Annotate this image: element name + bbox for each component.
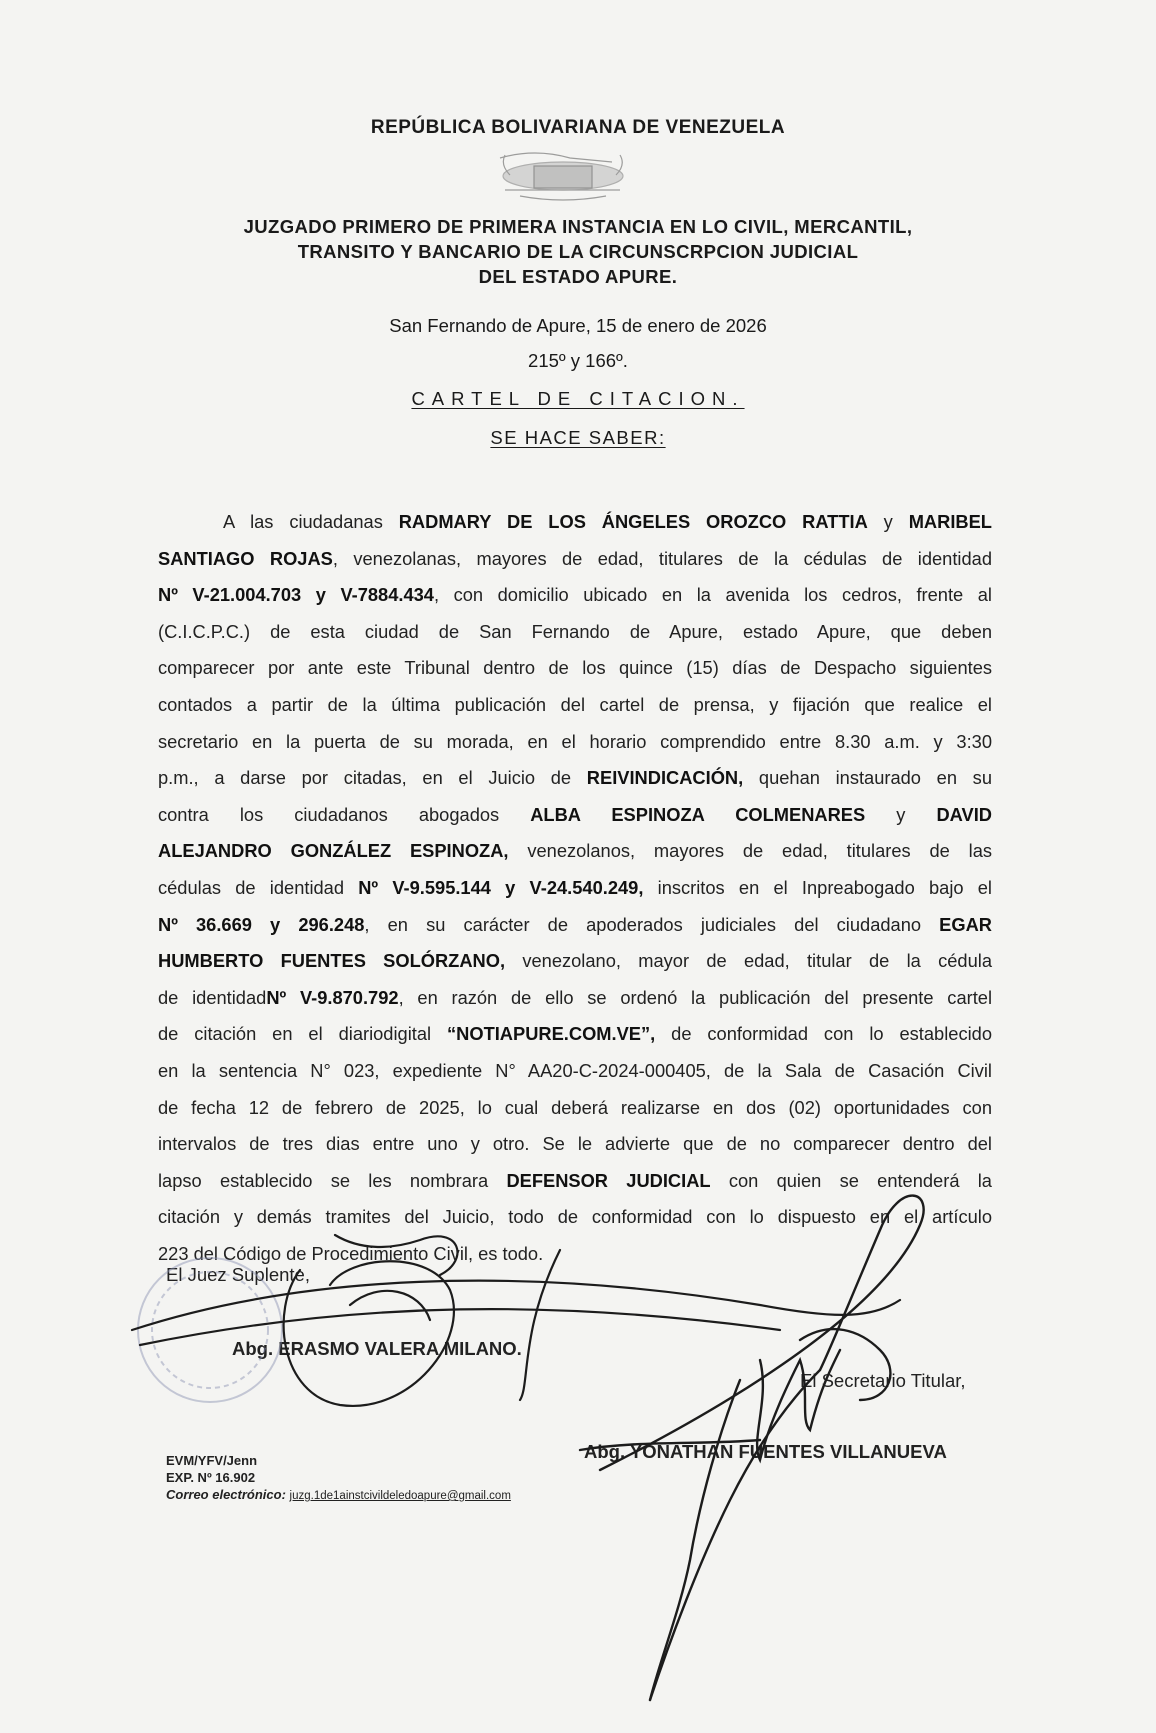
- case-type: REIVINDICACIÓN,: [586, 767, 744, 789]
- inpreabogado-numbers: Nº 36.669 y 296.248: [158, 913, 365, 935]
- body-line: ALEJANDRO GONZÁLEZ ESPINOZA, venezolanos, mayores de edad, titulares de las: [158, 840, 993, 862]
- body-line: (C.I.C.P.C.) de esta ciudad de San Fernando de Apure, estado Apure, que deben: [158, 620, 992, 642]
- body-line: de fecha 12 de febrero de 2025, lo cual deberá realizarse en dos (02) oportunidades con: [158, 1096, 992, 1118]
- newspaper-name: “NOTIAPURE.COM.VE”,: [447, 1023, 656, 1045]
- defendant-ids: Nº V-21.004.703 y V-7884.434: [158, 584, 434, 606]
- body-line: HUMBERTO FUENTES SOLÓRZANO, venezolano, mayor de edad, titular de la cédula: [158, 950, 992, 972]
- secretary-name: Abg. YONATHAN FUENTES VILLANUEVA: [584, 1441, 947, 1462]
- body-line: A las ciudadanas RADMARY DE LOS ÁNGELES OROZCO RATTIA y MARIBEL: [223, 511, 992, 532]
- plaintiff-id: Nº V-9.870.792: [266, 986, 399, 1008]
- document-title: CARTEL DE CITACION.: [411, 388, 745, 409]
- defendant-name-1: RADMARY DE LOS ÁNGELES OROZCO RATTIA: [398, 511, 868, 532]
- body-line: de citación en el diariodigital “NOTIAPURE.COM.VE”, de conformidad con lo establecido: [158, 1023, 992, 1045]
- body-line: SANTIAGO ROJAS, venezolanas, mayores de edad, titulares de la cédulas de identidad: [158, 547, 992, 569]
- attorney-name-2b: ALEJANDRO GONZÁLEZ ESPINOZA,: [158, 840, 509, 862]
- citation-body: [158, 504, 992, 1272]
- body-line: secretario en la puerta de su morada, en el horario comprendido entre 8.30 a.m. y 3:30: [158, 730, 992, 752]
- court-line-2: TRANSITO Y BANCARIO DE LA CIRCUNSCRPCION JUDICIAL: [297, 241, 859, 262]
- email-value: juzg.1de1ainstcivildeledoapure@gmail.com: [289, 1490, 511, 1502]
- document-subtitle: SE HACE SABER:: [490, 427, 666, 448]
- body-line: lapso establecido se les nombrara DEFENSOR JUDICIAL con quien se entenderá la: [158, 1169, 992, 1191]
- plaintiff-name-a: EGAR: [939, 913, 992, 935]
- body-line: de identidadNº V-9.870.792, en razón de ello se ordenó la publicación del presente cartel: [158, 986, 993, 1008]
- court-line-3: DEL ESTADO APURE.: [478, 266, 678, 287]
- expediente-number: EXP. Nº 16.902: [166, 1470, 256, 1485]
- defensor-judicial: DEFENSOR JUDICIAL: [506, 1169, 711, 1191]
- court-name: [0, 214, 1156, 289]
- body-line: intervalos de tres dias entre uno y otro. Se le advierte que de no comparecer dentro del: [158, 1133, 992, 1155]
- attorney-name-2a: DAVID: [936, 803, 992, 825]
- body-line: comparecer por ante este Tribunal dentro de los quince (15) días de Despacho siguientes: [158, 657, 992, 679]
- body-line: cédulas de identidad Nº V-9.595.144 y V-24.540.249, inscritos en el Inpreabogado bajo el: [158, 876, 992, 898]
- defendant-name-2b: SANTIAGO ROJAS: [158, 547, 333, 569]
- years-line: 215º y 166º.: [528, 350, 628, 371]
- body-line: en la sentencia N° 023, expediente N° AA20-C-2024-000405, de la Sala de Casación Civil: [158, 1059, 992, 1081]
- body-line: contra los ciudadanos abogados ALBA ESPINOZA COLMENARES y DAVID: [158, 803, 992, 825]
- email-line: [166, 1486, 511, 1505]
- body-line: contados a partir de la última publicación del cartel de prensa, y fijación que realice el: [158, 693, 992, 715]
- document-footer: [166, 1452, 511, 1505]
- email-label: Correo electrónico:: [166, 1487, 286, 1502]
- body-line: p.m., a darse por citadas, en el Juicio de REIVINDICACIÓN, quehan instaurado en su: [158, 767, 992, 789]
- secretary-title: El Secretario Titular,: [800, 1370, 966, 1391]
- republic-heading: REPÚBLICA BOLIVARIANA DE VENEZUELA: [370, 117, 786, 138]
- initials: EVM/YFV/Jenn: [166, 1453, 258, 1468]
- body-line: citación y demás tramites del Juicio, todo de conformidad con lo dispuesto en el artículo: [158, 1206, 992, 1228]
- date-line: San Fernando de Apure, 15 de enero de 2026: [389, 315, 767, 336]
- plaintiff-name-b: HUMBERTO FUENTES SOLÓRZANO,: [158, 950, 506, 972]
- judge-title: El Juez Suplente,: [166, 1264, 310, 1285]
- judge-name: Abg. ERASMO VALERA MILANO.: [232, 1338, 522, 1359]
- body-line: Nº V-21.004.703 y V-7884.434, con domicilio ubicado en la avenida los cedros, frente al: [158, 584, 992, 606]
- attorney-name-1: ALBA ESPINOZA COLMENARES: [530, 803, 866, 825]
- defendant-name-2a: MARIBEL: [908, 511, 992, 532]
- body-line: 223 del Código de Procedimiento Civil, es todo.: [158, 1242, 544, 1264]
- body-line: Nº 36.669 y 296.248, en su carácter de apoderados judiciales del ciudadano EGAR: [158, 913, 992, 935]
- court-line-1: JUZGADO PRIMERO DE PRIMERA INSTANCIA EN LO CIVIL, MERCANTIL,: [243, 216, 913, 237]
- attorney-ids: Nº V-9.595.144 y V-24.540.249,: [358, 876, 644, 898]
